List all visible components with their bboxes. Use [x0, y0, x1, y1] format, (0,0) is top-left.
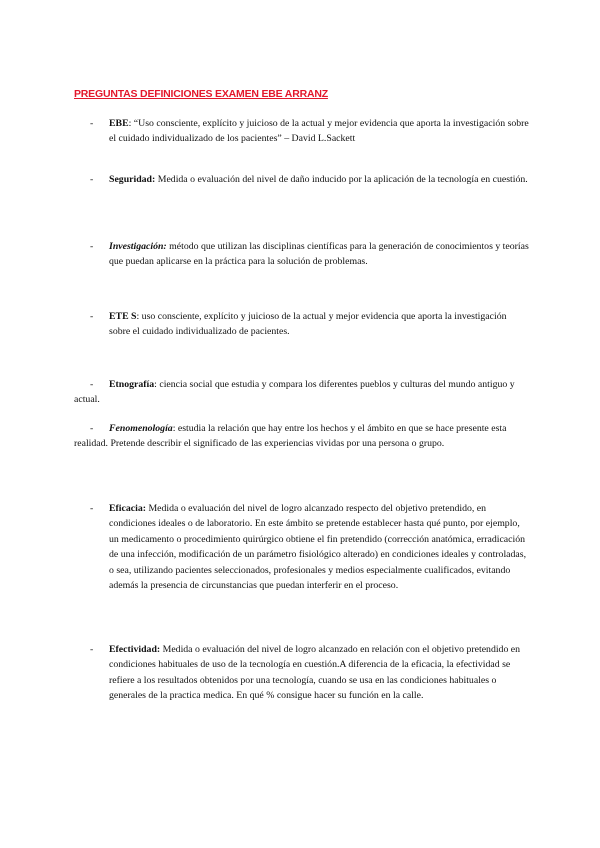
definition-term: Etnografía [109, 379, 155, 390]
definition-text [109, 501, 529, 593]
definition-term: ETE S [109, 311, 137, 322]
definition-term: Efectividad: [109, 644, 161, 655]
definition-body: : “Uso consciente, explícito y juicioso de la actual y mejor evidencia que aporta la investigación sobre el cuidado individualizado de los pacientes” – David L.Sackett [109, 118, 529, 145]
definition-text [74, 421, 529, 452]
definition-seguridad [0, 172, 600, 204]
list-bullet: - [90, 311, 94, 322]
page-title: PREGUNTAS DEFINICIONES EXAMEN EBE ARRANZ [74, 88, 328, 100]
list-bullet: - [90, 644, 94, 655]
definition-fenomenologia [0, 421, 600, 469]
definition-body: método que utilizan las disciplinas científicas para la generación de conocimientos y teorías que puedan aplicarse en la práctica para la solución de problemas. [109, 241, 529, 268]
list-bullet: - [90, 379, 94, 390]
definition-text [109, 309, 529, 340]
definition-body: Medida o evaluación del nivel de logro alcanzado respecto del objetivo pretendido, en condiciones ideales o de laboratorio. En este ámbito se pretende establecer hasta qué punto, por ejemplo, un medicamento o procedimiento quirúrgico obtiene el fin pretendido (corrección anatómica, erradicación de una infección, modificación de un parámetro fisiológico alterado) en condiciones ideales y controladas, o sea, utilizando pacientes seleccionados, profesionales y medios especialmente cualificados, evitando además la presencia de circunstancias que puedan interferir en el proceso. [109, 503, 527, 592]
list-bullet: - [90, 423, 94, 434]
definition-eficacia [0, 501, 600, 611]
definition-term: Seguridad: [109, 174, 156, 185]
definition-term: Fenomenología [109, 423, 173, 434]
definition-body: : uso consciente, explícito y juicioso de la actual y mejor evidencia que aporta la investigación sobre el cuidado individualizado de pacientes. [109, 311, 507, 338]
definition-ebe [0, 116, 600, 148]
definition-text [109, 116, 529, 147]
definition-text [109, 642, 529, 704]
list-bullet: - [90, 241, 94, 252]
list-bullet: - [90, 503, 94, 514]
definition-investigacion [0, 239, 600, 271]
definition-etnografia [0, 377, 600, 409]
list-bullet: - [90, 174, 94, 185]
definition-etes [0, 309, 600, 341]
definition-body: Medida o evaluación del nivel de logro alcanzado en relación con el objetivo pretendido en condiciones habituales de uso de la tecnología en cuestión.A diferencia de la eficacia, la efectividad se refiere a los resultados obtenidos por una tecnología, cuando se usa en las condiciones habituales o generales de la practica medica. En qué % consigue hacer su función en la calle. [109, 644, 521, 702]
list-bullet: - [90, 118, 94, 129]
definition-body: : estudia la relación que hay entre los hechos y el ámbito en que se hace presente esta realidad. Pretende describir el significado de las experiencias vividas por una persona o grupo. [74, 423, 507, 450]
definition-text [109, 239, 529, 270]
definition-term: Eficacia: [109, 503, 146, 514]
definition-text [109, 172, 529, 187]
definition-term: EBE [109, 118, 129, 129]
definition-term: Investigación: [109, 241, 167, 252]
definition-body: Medida o evaluación del nivel de daño inducido por la aplicación de la tecnología en cuestión. [155, 174, 528, 185]
definition-body: : ciencia social que estudia y compara los diferentes pueblos y culturas del mundo antiguo y actual. [74, 379, 515, 406]
definition-text [74, 377, 529, 408]
definition-efectividad [0, 642, 600, 722]
